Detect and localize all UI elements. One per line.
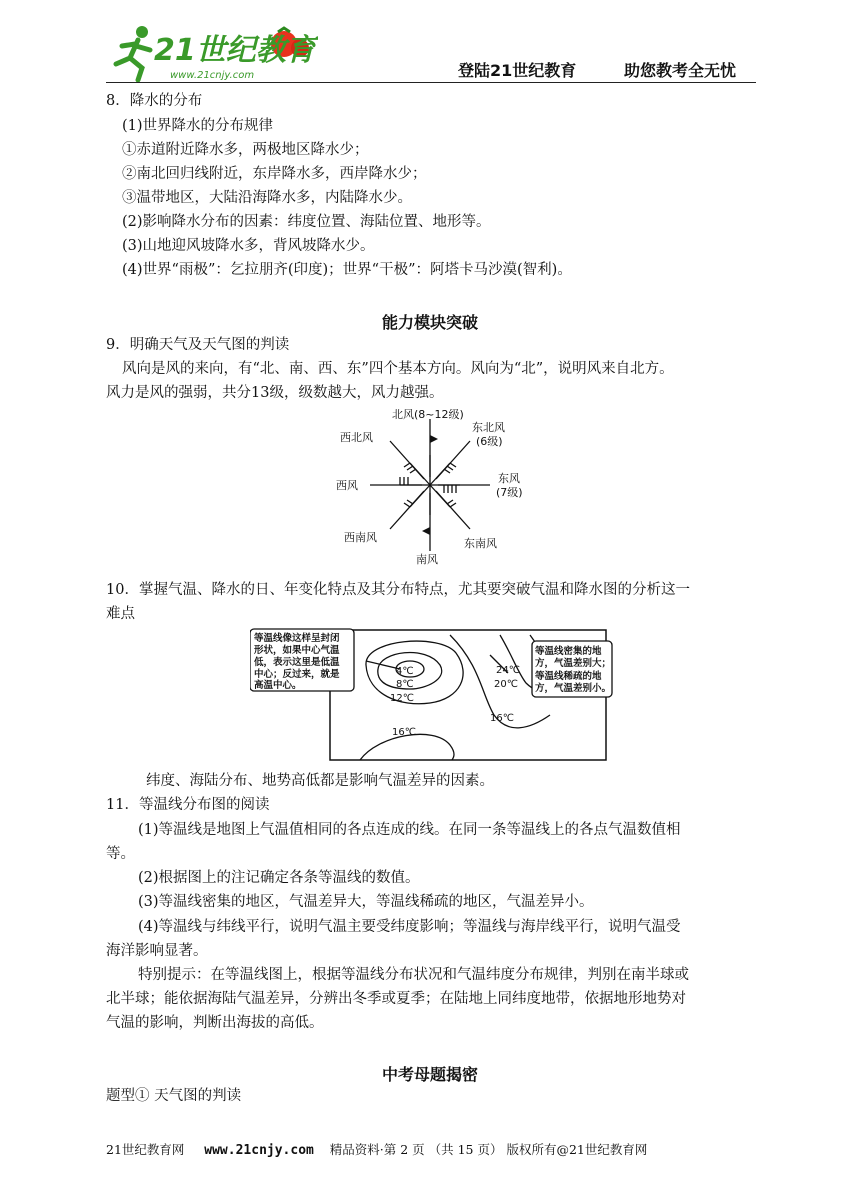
text-line: 风向是风的来向，有“北、南、西、东”四个基本方向。风向为“北”，说明风来自北方。 (122, 361, 674, 377)
wind-direction-diagram (330, 405, 540, 565)
label-northeast-level: (6级) (476, 435, 503, 448)
caption-factors: 纬度、海陆分布、地势高低都是影响气温差异的因素。 (146, 773, 494, 789)
left-note-line: 低，表示这里是低温 (254, 657, 340, 668)
runner-icon (116, 26, 150, 80)
left-note-line: 高温中心。 (254, 680, 302, 691)
label-16c-bottom: 16℃ (392, 727, 416, 738)
footer-url-link[interactable]: www.21cnjy.com (204, 1143, 314, 1158)
label-north-wind: 北风(8~12级) (392, 408, 464, 421)
section-10-line: 难点 (106, 606, 135, 622)
left-note-line: 中心；反过来，就是 (254, 669, 340, 680)
right-note-line: 等温线密集的地 (535, 646, 602, 657)
text-line: (2)根据图上的注记确定各条等温线的数值。 (138, 870, 420, 886)
text-line: (1)世界降水的分布规律 (122, 118, 274, 134)
label-24c: 24℃ (496, 665, 520, 676)
section-heading-exam: 中考母题揭密 (381, 1065, 478, 1084)
question-type-label: 题型① 天气图的判读 (106, 1088, 242, 1104)
label-southwest-wind: 西南风 (344, 531, 377, 544)
text-line: ③温带地区，大陆沿海降水多，内陆降水少。 (122, 190, 412, 206)
text-line: (4)等温线与纬线平行，说明气温主要受纬度影响；等温线与海岸线平行，说明气温受 (138, 919, 681, 935)
left-note-line: 等温线像这样呈封闭 (254, 633, 340, 644)
right-note-line: 等温线稀疏的地 (535, 671, 602, 682)
logo-url: www.21cnjy.com (170, 70, 255, 81)
section-8-title: 8．降水的分布 (106, 93, 203, 109)
header-site-name: 登陆21世纪教育 (458, 61, 577, 80)
label-4c: 4℃ (396, 666, 414, 677)
special-tip-line: 气温的影响，判断出海拔的高低。 (106, 1015, 324, 1031)
header-slogan: 助您教考全无忧 (624, 61, 737, 80)
label-northwest-wind: 西北风 (340, 431, 373, 444)
label-southeast-wind: 东南风 (464, 537, 497, 550)
footer-page-info: 精品资料·第 2 页 （共 15 页） 版权所有@21世纪教育网 (329, 1142, 648, 1157)
right-note-line: 方，气温差别小。 (535, 683, 612, 694)
label-8c: 8℃ (396, 679, 414, 690)
text-line: (3)等温线密集的地区，气温差异大，等温线稀疏的地区，气温差异小。 (138, 894, 594, 910)
text-line: 海洋影响显著。 (106, 943, 208, 959)
header-rule (106, 82, 756, 83)
text-line: (4)世界“雨极”：乞拉朋齐(印度)；世界“干极”：阿塔卡马沙漠(智利)。 (122, 262, 572, 278)
label-20c: 20℃ (494, 679, 518, 690)
right-note-line: 方，气温差别大； (535, 658, 612, 669)
label-12c: 12℃ (390, 693, 414, 704)
text-line: (3)山地迎风坡降水多，背风坡降水少。 (122, 238, 375, 254)
footer-site: 21世纪教育网 (106, 1142, 185, 1157)
logo-text: 21世纪教育 (154, 33, 316, 68)
text-line: (2)影响降水分布的因素：纬度位置、海陆位置、地形等。 (122, 214, 491, 230)
special-tip-line: 北半球；能依据海陆气温差异，分辨出冬季或夏季；在陆地上同纬度地带，依据地形地势对 (106, 991, 686, 1007)
text-line: ②南北回归线附近，东岸降水多，西岸降水少； (122, 166, 427, 182)
text-line: (1)等温线是地图上气温值相同的各点连成的线。在同一条等温线上的各点气温数值相 (138, 822, 681, 838)
section-10-line: 10．掌握气温、降水的日、年变化特点及其分布特点，尤其要突破气温和降水图的分析这一 (106, 582, 690, 598)
label-northeast-wind: 东北风 (472, 421, 505, 434)
label-east-level: (7级) (496, 486, 523, 499)
page-footer (106, 1140, 647, 1158)
label-east-wind: 东风 (498, 472, 520, 485)
isotherm-map (250, 625, 614, 765)
section-9-title: 9．明确天气及天气图的判读 (106, 337, 290, 353)
label-west-wind: 西风 (336, 479, 358, 492)
special-tip-line: 特别提示：在等温线图上，根据等温线分布状况和气温纬度分布规律，判别在南半球或 (138, 967, 689, 983)
label-south-wind: 南风 (416, 553, 438, 565)
text-line: 等。 (106, 846, 135, 862)
text-line: ①赤道附近降水多，两极地区降水少； (122, 142, 369, 158)
left-note-line: 形状，如果中心气温 (254, 645, 340, 656)
site-logo[interactable] (108, 18, 318, 86)
section-11-title: 11．等温线分布图的阅读 (106, 797, 270, 813)
section-heading-ability: 能力模块突破 (381, 313, 478, 332)
label-16c-right: 16℃ (490, 713, 514, 724)
text-line: 风力是风的强弱，共分13级，级数越大，风力越强。 (106, 385, 444, 401)
